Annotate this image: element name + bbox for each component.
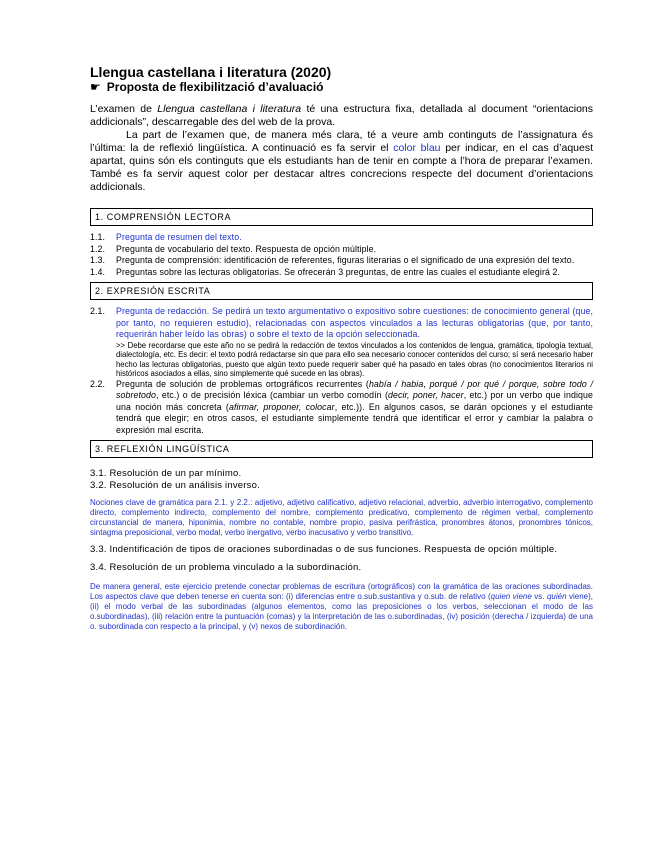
item-3-4: 3.4. Resolución de un problema vinculado a la subordinación.	[90, 562, 362, 573]
list-item: 2.2. Pregunta de solución de problemas ortográficos recurrentes (había / habia, porqué / por qué / porque, sobre todo / sobretodo, etc.) o de precisión léxica (cambiar un verbo comodín (decir, poner, hacer, etc.) por un verbo que indique una noción más concreta (afirmar, proponer, colocar, etc.)). En algunos casos, se darán opciones y el estudiante tendrá que elegir; en otros casos, el estudiante simplemente tendrá que identificar el error y cambiar la palabra o expresión mal escrita.	[90, 378, 594, 435]
section-header-comprension: 1. COMPRENSIÓN LECTORA	[90, 208, 593, 226]
list-item: 2.1. Pregunta de redacción. Se pedirá un texto argumentativo o expositivo sobre cuestiones: de conocimiento general (que, por tanto, no requieren estudio), relacionadas con aspectos vinculados a las lecturas obligatorias (que, por tanto, requerirán haber leído las obras) o sobre el texto de la opción seleccionada. >> Debe recordarse que este año no se pedirá la redacción de textos vinculados a los contenidos de lengua, gramática, tipología textual, dialectología, etc. Es decir: el texto podrá redactarse sin que para ello sea necesario conocer contenidos del curso; sí será necesario haber hecho las lecturas obligatorias, puesto que algún texto puede requerir saber qué ha pasado en tales obras (no conocimientos literarios ni históricos asociados a ellas, sino simplemente qué sucede en las obras).	[90, 306, 593, 378]
list-item: 1.3. Pregunta de comprensión: identificación de referentes, figuras literarias o el significado de una expresión del texto.	[90, 255, 575, 265]
redaccion-note: >> Debe recordarse que este año no se pedirá la redacción de textos vinculados a los contenidos de lengua, gramática, tipología textual, dialectología, etc. Es decir: el texto podrá redactarse sin que para ello sea necesario conocer contenidos del curso; sí será necesario haber hecho las lecturas obligatorias, puesto que algún texto puede requerir saber qué ha pasado en tales obras (no conocimientos literarios ni históricos asociados a ellas, sino simplemente qué sucede en las obras).	[116, 340, 593, 378]
section2-list	[90, 306, 593, 436]
document-page	[90, 64, 593, 632]
document-title: Llengua castellana i literatura (2020)	[90, 64, 332, 80]
item-3-1: 3.1. Resolución de un par mínimo.	[90, 468, 242, 479]
list-item: 1.2. Pregunta de vocabulario del texto. Respuesta de opción múltiple.	[90, 243, 377, 254]
item-3-2: 3.2. Resolución de un análisis inverso.	[90, 480, 260, 491]
pointing-hand-icon: ☛	[90, 80, 101, 94]
ortografia-description: Pregunta de solución de problemas ortográficos recurrentes (había / habia, porqué / por qué / porque, sobre todo / sobretodo, etc.) o de precisión léxica (cambiar un verbo comodín (decir, poner, hacer, etc.) por un verbo que indique una noción más concreta (afirmar, proponer, colocar, etc.)). En algunos casos, se darán opciones y el estudiante tendrá que elegir; en otros casos, el estudiante simplemente tendrá que identificar el error y cambiar la palabra o expresión mal escrita.	[116, 378, 594, 435]
color-blau-highlight: color blau	[393, 142, 441, 154]
subtitle-text: Proposta de flexibilització d’avaluació	[106, 80, 324, 94]
nociones-clave: Nociones clave de gramática para 2.1. y 2.2.: adjetivo, adjetivo calificativo, adjetivo relacional, adverbio, adverbio interrogativo, complemento directo, complemento indirecto, complemento del nombre, complemento predicativo, complemento de régimen verbal, complemento circunstancial de manera, hiponimia, nombre no contable, nombre propio, pasiva perifrástica, pronombres átonos, pronombres tónicos, sintagma preposicional, verbo modal, verbo inergativo, verbo inacusativo y verbo transitivo.	[90, 498, 593, 537]
section-header-reflexion: 3. REFLEXIÓN LINGÜÍSTICA	[90, 440, 593, 458]
list-item: 1.4. Preguntas sobre las lecturas obligatorias. Se ofrecerán 3 preguntas, de entre las cuales el estudiante elegirá 2.	[90, 266, 561, 277]
subordinacion-explanation: De manera general, este ejercicio pretende conectar problemas de escritura (ortográficos) con la gramática de las oraciones subordinadas. Los aspectos clave que deben tenerse en cuenta son: (i) diferencias entre o.sub.sustantiva y o.sub. de relativo (quien viene vs. quién viene), (ii) el modo verbal de las subordinadas (algunos elementos, como las preposiciones o los verbos, seleccionan el modo de las o.subordinadas), (iii) relación entre la puntuación (comas) y la interpretación de las o.subordinadas, (iv) posición (derecha / izquierda) de una o. subordinada con respecto a la principal, y (v) nexos de subordinación.	[90, 582, 593, 631]
intro-paragraph-2: La part de l’examen que, de manera més clara, té a veure amb continguts de l’assignatura és l’última: la de reflexió lingüística. A continuació es fa servir el color blau per indicar, en el cas d’aquest apartat, quins són els continguts que els estudiants han de tenir en compte a l’hora de preparar l’examen. També es fa servir aquest color per destacar altres concrecions respecte del document d’orientacions addicionals.	[90, 129, 593, 193]
section1-list	[90, 232, 593, 278]
section-header-expresion: 2. EXPRESIÓN ESCRITA	[90, 282, 593, 300]
intro-paragraph-1: L’examen de Llengua castellana i literatura té una estructura fixa, detallada al document “orientacions addicionals”, descarregable des del web de la prova.	[90, 103, 593, 128]
redaccion-description: Pregunta de redacción. Se pedirá un texto argumentativo o expositivo sobre cuestiones: de conocimiento general (que, por tanto, no requieren estudio), relacionadas con aspectos vinculados a las lecturas obligatorias (que, por tanto, requerirán haber leído las obras) o sobre el texto de la opción seleccionada.	[116, 306, 593, 339]
document-subtitle	[90, 80, 593, 95]
list-item: 1.1. Pregunta de resumen del texto.	[90, 232, 242, 242]
section3-body	[90, 468, 593, 632]
item-3-3: 3.3. Indentificación de tipos de oraciones subordinadas o de sus funciones. Respuesta de opción múltiple.	[90, 544, 558, 555]
